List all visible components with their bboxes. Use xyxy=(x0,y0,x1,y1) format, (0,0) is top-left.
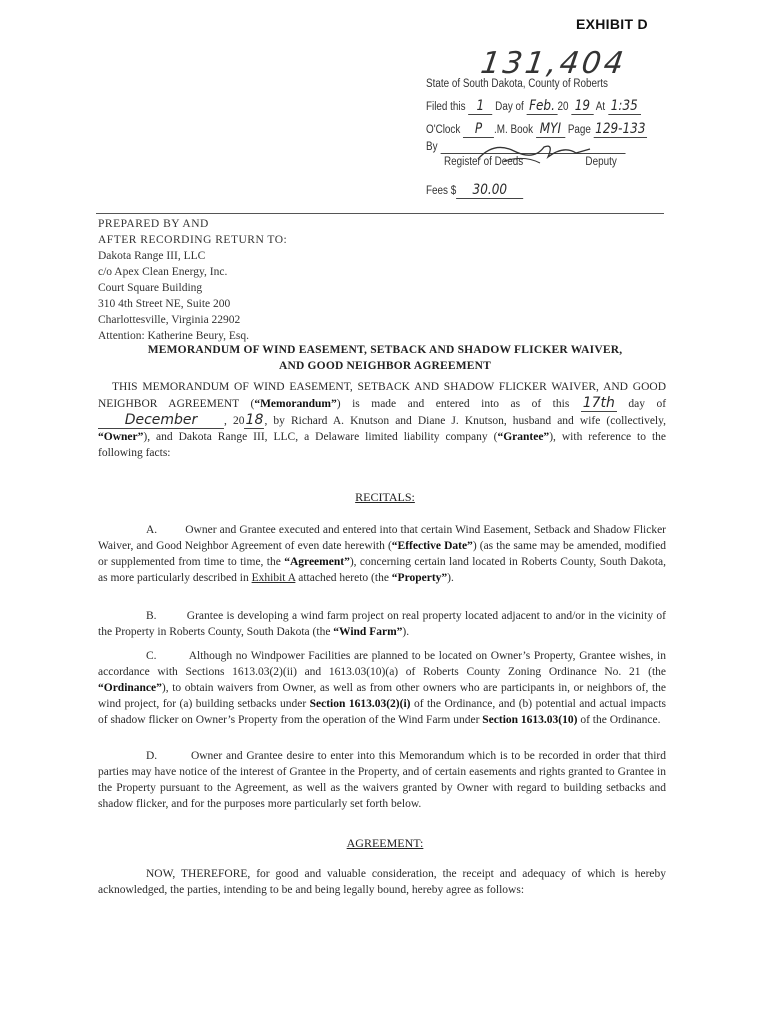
filed-month: Feb. xyxy=(527,98,558,115)
document-title: MEMORANDUM OF WIND EASEMENT, SETBACK AND SHADOW FLICKER WAIVER, AND GOOD NEIGHBOR AGREEMENT xyxy=(147,344,623,372)
return-line: Attention: Katherine Beury, Esq. xyxy=(98,330,249,342)
agreement-paragraph: NOW, THEREFORE, for good and valuable consideration, the receipt and adequacy of which is hereby acknowledged, the parties, intending to be and being legally bound, hereby agree as follows: xyxy=(98,868,666,896)
intro-day: 17th xyxy=(582,395,615,411)
return-line: Charlottesville, Virginia 22902 xyxy=(98,314,241,326)
am-pm: P xyxy=(463,121,494,138)
intro-paragraph: THIS MEMORANDUM OF WIND EASEMENT, SETBACK AND SHADOW FLICKER WAIVER, AND GOOD NEIGHBOR AGREEMENT (“Memorandum”) is made and entered into as of this 17th day of December , 2018, by Richard A. Knutson and Diane J. Knutson, husband and wife (collectively, “Owner”), and Dakota Range III, LLC, a Delaware limited liability company (“Grantee”), with reference to the following facts: xyxy=(98,381,667,459)
return-address-block xyxy=(98,216,287,344)
stamp-state-county: State of South Dakota, County of Roberts xyxy=(426,78,608,90)
recital-a: A. Owner and Grantee executed and entered into that certain Wind Easement, Setback and Shadow Flicker Waiver, and Good Neighbor Agreement of even date herewith (“Effective Date”) (as the same may be amended, modified or supplemented from time to time, the “Agreement”), concerning certain land located in Roberts County, South Dakota, as more particularly described in Exhibit A attached hereto (the “Property”). xyxy=(98,524,667,584)
fees-amount: 30.00 xyxy=(456,182,523,199)
exhibit-a-reference: Exhibit A xyxy=(251,572,296,584)
return-line: c/o Apex Clean Energy, Inc. xyxy=(98,266,228,278)
filed-day: 1 xyxy=(468,98,492,115)
stamp-by-line: By xyxy=(426,141,625,154)
stamp-register-line: Register of Deeds Deputy xyxy=(444,156,617,168)
stamp-fees-line: Fees $ 30.00 xyxy=(426,182,523,199)
return-header-1: PREPARED BY AND xyxy=(98,218,209,230)
return-line: Dakota Range III, LLC xyxy=(98,250,206,262)
document-number: 131,404 xyxy=(478,46,629,81)
intro-month: December xyxy=(98,412,224,429)
recital-c: C. Although no Windpower Facilities are planned to be located on Owner’s Property, Grantee wishes, in accordance with Sections 1613.03(2)(ii) and 1613.03(10)(a) of Roberts County Zoning Ordinance No. 21 (the “Ordinance”), to obtain waivers from Owner, as well as from other owners who are participants in, or neighbors of, the wind project, for (a) building setbacks under Section 1613.03(2)(i) of the Ordinance, and (b) potential and actual impacts of shadow flicker on Owner’s Property from the operation of the Wind Farm under Section 1613.03(10) of the Ordinance. xyxy=(98,650,667,726)
return-line: 310 4th Street NE, Suite 200 xyxy=(98,298,231,310)
exhibit-label: EXHIBIT D xyxy=(576,16,648,32)
stamp-filed-line: Filed this 1 Day of Feb. 20 19 At 1:35 xyxy=(426,98,641,115)
intro-year: 18 xyxy=(245,412,264,428)
agreement-heading: AGREEMENT: xyxy=(346,836,424,850)
stamp-book-line: O'Clock P .M. Book MYI Page 129-133 xyxy=(426,121,646,137)
filed-year: 19 xyxy=(571,98,593,115)
return-line: Court Square Building xyxy=(98,282,203,294)
book-number: MYI xyxy=(536,121,565,138)
recital-d: D. Owner and Grantee desire to enter into this Memorandum which is to be recorded in order that third parties may have notice of the interest of Grantee in the Property, and of certain easements and rights granted to Grantee in the Property pursuant to the Agreement, as well as the waivers granted by Owner with regard to building setbacks and shadow flicker, and for the purposes more particularly set forth below. xyxy=(98,750,666,810)
recitals-heading: RECITALS: xyxy=(355,490,415,504)
return-header-2: AFTER RECORDING RETURN TO: xyxy=(98,234,288,246)
filed-time: 1:35 xyxy=(608,98,641,115)
header-divider xyxy=(96,213,664,214)
page-range: 129-133 xyxy=(595,121,646,137)
recital-b: B. Grantee is developing a wind farm project on real property located adjacent to and/or in the vicinity of the Property in Roberts County, South Dakota (the “Wind Farm”). xyxy=(98,610,667,638)
